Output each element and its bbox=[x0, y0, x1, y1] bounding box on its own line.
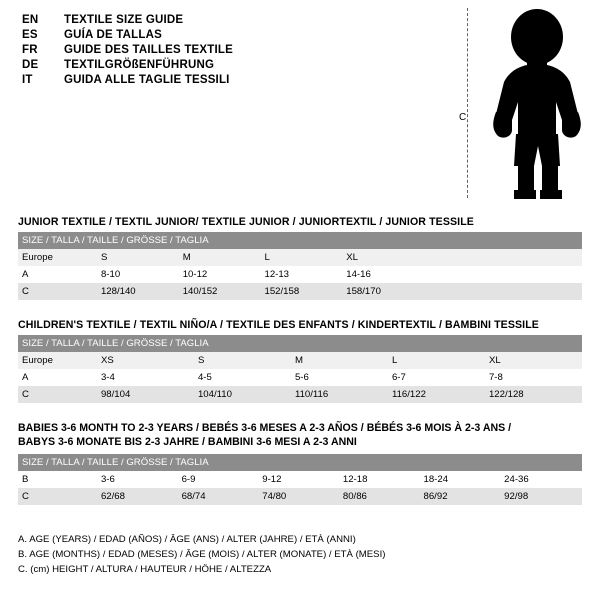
junior-row-a-label: A bbox=[18, 266, 97, 283]
title-de: TEXTILGRÖßENFÜHRUNG bbox=[64, 59, 215, 71]
junior-col-s: S bbox=[97, 249, 179, 266]
junior-row-a-m: 10-12 bbox=[179, 266, 261, 283]
footnote-b: B. AGE (MONTHS) / EDAD (MESES) / ÂGE (MOIS) / ALTER (MONATE) / ETÀ (MESI) bbox=[18, 548, 386, 560]
height-marker-label: C bbox=[459, 112, 467, 123]
babies-row-c-v6: 92/98 bbox=[500, 488, 582, 505]
table-header-row bbox=[18, 454, 582, 471]
babies-row-c-v2: 68/74 bbox=[178, 488, 259, 505]
table-header-row bbox=[18, 232, 582, 249]
babies-row-c-v1: 62/68 bbox=[97, 488, 178, 505]
children-header-label: SIZE / TALLA / TAILLE / GRÖSSE / TAGLIA bbox=[18, 335, 582, 352]
height-guide-line bbox=[467, 8, 468, 198]
children-size-table bbox=[18, 335, 582, 403]
header-row-fr bbox=[22, 44, 442, 56]
section-children-title: CHILDREN'S TEXTILE / TEXTIL NIÑO/A / TEXTILE DES ENFANTS / KINDERTEXTIL / BAMBINI TESSILE bbox=[18, 319, 539, 331]
header-titles bbox=[22, 14, 442, 89]
section-babies-title-line1: BABIES 3-6 MONTH TO 2-3 YEARS / BEBÉS 3-6 MESES A 2-3 AÑOS / BÉBÉS 3-6 MOIS À 2-3 ANS / bbox=[18, 422, 512, 434]
children-col-xl: XL bbox=[485, 352, 582, 369]
babies-row-c-v3: 74/80 bbox=[258, 488, 339, 505]
legend-footnotes bbox=[18, 533, 582, 578]
children-row-a-xl: 7-8 bbox=[485, 369, 582, 386]
children-col-m: M bbox=[291, 352, 388, 369]
children-row-a-xs: 3-4 bbox=[97, 369, 194, 386]
junior-col-l: L bbox=[260, 249, 342, 266]
junior-row-c-empty bbox=[424, 283, 582, 300]
junior-row-c-m: 140/152 bbox=[179, 283, 261, 300]
junior-row-c-label: C bbox=[18, 283, 97, 300]
babies-header-label: SIZE / TALLA / TAILLE / GRÖSSE / TAGLIA bbox=[18, 454, 582, 471]
table-row bbox=[18, 386, 582, 403]
title-it: GUIDA ALLE TAGLIE TESSILI bbox=[64, 74, 230, 86]
junior-row-c-xl: 158/170 bbox=[342, 283, 424, 300]
children-col-region: Europe bbox=[18, 352, 97, 369]
junior-col-m: M bbox=[179, 249, 261, 266]
babies-row-b-v4: 12-18 bbox=[339, 471, 420, 488]
babies-row-c-label: C bbox=[18, 488, 97, 505]
babies-row-c-v5: 86/92 bbox=[420, 488, 501, 505]
junior-size-table bbox=[18, 232, 582, 300]
toddler-silhouette-icon bbox=[482, 6, 592, 201]
children-row-c-m: 110/116 bbox=[291, 386, 388, 403]
junior-col-empty bbox=[424, 249, 582, 266]
table-row bbox=[18, 266, 582, 283]
footnote-c: C. (cm) HEIGHT / ALTURA / HAUTEUR / HÖHE / ALTEZZA bbox=[18, 563, 272, 575]
table-row bbox=[18, 283, 582, 300]
table-row bbox=[18, 471, 582, 488]
junior-row-a-empty bbox=[424, 266, 582, 283]
children-row-a-l: 6-7 bbox=[388, 369, 485, 386]
children-row-a-m: 5-6 bbox=[291, 369, 388, 386]
table-row bbox=[18, 249, 582, 266]
table-row bbox=[18, 352, 582, 369]
junior-col-xl: XL bbox=[342, 249, 424, 266]
junior-row-c-l: 152/158 bbox=[260, 283, 342, 300]
junior-col-region: Europe bbox=[18, 249, 97, 266]
junior-row-a-l: 12-13 bbox=[260, 266, 342, 283]
table-row bbox=[18, 488, 582, 505]
section-junior bbox=[18, 216, 582, 300]
junior-row-a-s: 8-10 bbox=[97, 266, 179, 283]
children-col-s: S bbox=[194, 352, 291, 369]
section-babies-title-line2: BABYS 3-6 MONATE BIS 2-3 JAHRE / BAMBINI 3-6 MESI A 2-3 ANNI bbox=[18, 435, 357, 448]
children-col-xs: XS bbox=[97, 352, 194, 369]
babies-row-c-v4: 80/86 bbox=[339, 488, 420, 505]
lang-code-it: IT bbox=[22, 74, 33, 86]
babies-row-b-v6: 24-36 bbox=[500, 471, 582, 488]
footnote-a: A. AGE (YEARS) / EDAD (AÑOS) / ÂGE (ANS) / ALTER (JAHRE) / ETÀ (ANNI) bbox=[18, 534, 356, 545]
lang-code-en: EN bbox=[22, 14, 39, 26]
header-row-en bbox=[22, 14, 442, 26]
table-header-row bbox=[18, 335, 582, 352]
babies-row-b-v5: 18-24 bbox=[420, 471, 501, 488]
lang-code-es: ES bbox=[22, 29, 38, 41]
title-fr: GUIDE DES TAILLES TEXTILE bbox=[64, 44, 233, 56]
junior-header-label: SIZE / TALLA / TAILLE / GRÖSSE / TAGLIA bbox=[18, 232, 582, 249]
lang-code-fr: FR bbox=[22, 44, 38, 56]
babies-row-b-v3: 9-12 bbox=[258, 471, 339, 488]
children-row-c-xs: 98/104 bbox=[97, 386, 194, 403]
children-row-a-label: A bbox=[18, 369, 97, 386]
header-row-es bbox=[22, 29, 442, 41]
children-row-c-s: 104/110 bbox=[194, 386, 291, 403]
section-children bbox=[18, 319, 582, 403]
lang-code-de: DE bbox=[22, 59, 39, 71]
babies-row-b-v1: 3-6 bbox=[97, 471, 178, 488]
title-es: GUÍA DE TALLAS bbox=[64, 29, 162, 41]
header-row-de bbox=[22, 59, 442, 71]
height-illustration bbox=[452, 6, 592, 201]
junior-row-a-xl: 14-16 bbox=[342, 266, 424, 283]
junior-row-c-s: 128/140 bbox=[97, 283, 179, 300]
children-row-c-l: 116/122 bbox=[388, 386, 485, 403]
section-babies bbox=[18, 422, 582, 505]
babies-row-b-v2: 6-9 bbox=[178, 471, 259, 488]
babies-size-table bbox=[18, 454, 582, 505]
children-row-c-label: C bbox=[18, 386, 97, 403]
children-row-a-s: 4-5 bbox=[194, 369, 291, 386]
title-en: TEXTILE SIZE GUIDE bbox=[64, 14, 184, 26]
header-row-it bbox=[22, 74, 442, 86]
section-junior-title: JUNIOR TEXTILE / TEXTIL JUNIOR/ TEXTILE JUNIOR / JUNIORTEXTIL / JUNIOR TESSILE bbox=[18, 216, 474, 228]
table-row bbox=[18, 369, 582, 386]
children-row-c-xl: 122/128 bbox=[485, 386, 582, 403]
children-col-l: L bbox=[388, 352, 485, 369]
babies-row-b-label: B bbox=[18, 471, 97, 488]
